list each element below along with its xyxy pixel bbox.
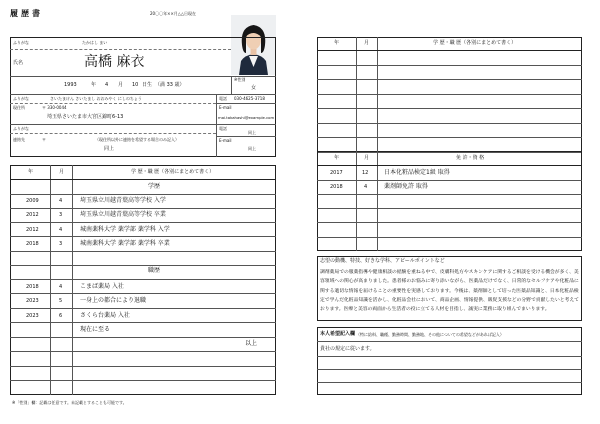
licenses-row-line xyxy=(317,237,582,238)
address-label: 現住所 xyxy=(13,105,25,110)
gender-divider xyxy=(231,76,232,94)
gender-value: 女 xyxy=(251,85,257,91)
licenses-row-line xyxy=(317,208,582,209)
motivation-text: 調剤薬局での服薬指導や健康相談の経験を重ねる中で、皮膚科処方やスキンケアに関するご相談を受ける機会が多く、美容領域への関心が高まりました。患者様のお悩みに寄り添いながら、医薬品だけでなく、日常的なセルフケアや化粧品に関する適切な情報を届けることの重要性を実感しております。今後は、薬剤師として培った医薬品知識と、日本化粧品検定で学んだ化粧品知識を活かし、化粧品会社において、商品企画、情報提供、販促支援などの分野で貢献したいと考えております。医療と美容の両面から生活者の役に立てる人材を目指し、誠実に業務に取り組んでまいります。 xyxy=(320,270,579,313)
requests-text: 貴社の規定に従います。 xyxy=(320,346,375,352)
education-heading: 学歴 xyxy=(148,183,161,190)
contact-note: （現住所以外に連絡を希望する場合のみ記入） xyxy=(95,137,179,142)
phone-label: 電話 xyxy=(219,96,227,101)
license-month: 4 xyxy=(364,184,368,190)
contact-phone-divider xyxy=(216,136,276,137)
licenses-month-divider xyxy=(377,151,378,251)
history-row-line xyxy=(10,222,276,223)
licenses-year-divider xyxy=(356,151,357,251)
contact-phone-label: 電話 xyxy=(219,126,227,131)
history-year-divider xyxy=(50,165,51,395)
history-row-line xyxy=(10,322,276,323)
work-month: 4 xyxy=(59,284,63,290)
right-history-row-line xyxy=(317,94,582,95)
work-month: 6 xyxy=(59,313,63,319)
furigana-divider xyxy=(10,49,231,50)
history-month-divider xyxy=(72,165,73,395)
licenses-row-line xyxy=(317,222,582,223)
history-col-year: 年 xyxy=(28,169,34,175)
history-end: 以上 xyxy=(245,340,258,347)
requests-header-divider xyxy=(317,341,582,342)
requests-row-line xyxy=(317,382,582,383)
work-year: 2023 xyxy=(26,298,39,304)
name-furigana: たかはし まい xyxy=(82,40,108,45)
birth-year: 1993 xyxy=(64,82,77,88)
license-year: 2017 xyxy=(330,170,343,176)
name-label: 氏名 xyxy=(13,60,24,66)
education-text: 城南薬科大学 薬学部 薬学科 入学 xyxy=(80,226,170,233)
education-year: 2018 xyxy=(26,241,39,247)
right-history-row-line xyxy=(317,79,582,80)
birth-year-unit: 年 xyxy=(91,82,97,88)
work-month: 5 xyxy=(59,298,63,304)
work-text: こまば薬局 入社 xyxy=(80,283,124,290)
contact-email-same: 同上 xyxy=(248,146,256,151)
right-history-row-line xyxy=(317,137,582,138)
right-history-col-content: 学 歴・職 歴（各別にまとめて書く） xyxy=(433,40,517,46)
license-year: 2018 xyxy=(330,184,343,190)
work-year: 2023 xyxy=(26,313,39,319)
education-year: 2012 xyxy=(26,227,39,233)
postal-code: 〒 330-0044 xyxy=(42,105,67,110)
history-header-divider xyxy=(10,179,276,180)
motivation-heading: 志望の動機、特技、好きな学科、アピールポイントなど xyxy=(320,258,445,264)
licenses-col-year: 年 xyxy=(334,155,340,161)
education-month: 4 xyxy=(59,227,63,233)
document-date: 20〇〇年××月△△日現在 xyxy=(150,11,196,16)
education-month: 4 xyxy=(59,198,63,204)
history-row-line xyxy=(10,265,276,266)
history-col-content: 学 歴・職 歴（各別にまとめて書く） xyxy=(131,169,215,175)
gender-label: ※性別 xyxy=(234,77,246,82)
work-year: 2018 xyxy=(26,284,39,290)
birth-day: 10 xyxy=(132,82,139,88)
address-furigana-divider xyxy=(10,103,216,104)
contact-phone-same: 同上 xyxy=(248,130,256,135)
contact-label: 連絡先 xyxy=(13,137,25,142)
licenses-col-month: 月 xyxy=(364,155,370,161)
applicant-name: 高橋 麻衣 xyxy=(84,54,145,70)
contact-same: 同上 xyxy=(104,146,115,152)
right-history-row-line xyxy=(317,65,582,66)
education-text: 城南薬科大学 薬学部 薬学科 卒業 xyxy=(80,240,170,247)
work-text: 一身上の都合により退職 xyxy=(80,297,147,304)
history-row-line xyxy=(10,308,276,309)
work-text: 現在に至る xyxy=(80,326,111,333)
history-row-line xyxy=(10,194,276,195)
history-row-line xyxy=(10,251,276,252)
page-title: 履歴書 xyxy=(10,8,43,18)
work-text: さくら台薬局 入社 xyxy=(80,312,130,319)
right-history-header-divider xyxy=(317,50,582,51)
email-address: mai.takahashi@example.com xyxy=(218,115,275,120)
birth-month-unit: 月 xyxy=(118,82,124,88)
history-col-month: 月 xyxy=(59,169,65,175)
address-furigana: さいたまけん さいたまし おおみやく にしのちょう xyxy=(50,96,142,101)
requests-heading: 本人希望記入欄 xyxy=(320,331,356,337)
contact-furigana-label: ふりがな xyxy=(13,126,29,131)
age: （満 33 歳） xyxy=(155,82,185,88)
right-history-col-month: 月 xyxy=(364,40,370,46)
right-history-row-line xyxy=(317,108,582,109)
address: 埼玉県さいたま市大宮区錦町6-13 xyxy=(47,114,124,120)
right-history-month-divider xyxy=(377,37,378,166)
name-furigana-label: ふりがな xyxy=(13,40,29,45)
history-row-line xyxy=(10,236,276,237)
education-month: 3 xyxy=(59,212,63,218)
right-history-row-line xyxy=(317,123,582,124)
licenses-col-content: 免 許・資 格 xyxy=(456,155,485,161)
requests-row-line xyxy=(317,356,582,357)
licenses-header-divider xyxy=(317,165,582,166)
phone-divider xyxy=(216,103,276,104)
phone-number: 030-4625-3718 xyxy=(234,96,265,101)
history-row-line xyxy=(10,351,276,352)
requests-row-line xyxy=(317,369,582,370)
history-row-line xyxy=(10,279,276,280)
license-text: 薬剤師免許 取得 xyxy=(384,183,428,190)
history-row-line xyxy=(10,337,276,338)
contact-email-label: E-mail xyxy=(219,138,232,143)
birth-divider xyxy=(10,94,276,95)
footnote: ※「性別」欄：記載は任意です。未記載とすることも可能です。 xyxy=(12,400,127,405)
right-history-col-year: 年 xyxy=(334,40,340,46)
email-label: E-mail xyxy=(219,105,232,110)
education-text: 埼玉県立川越青葉高等学校 入学 xyxy=(80,197,166,204)
address-divider xyxy=(10,124,276,125)
education-year: 2012 xyxy=(26,212,39,218)
licenses-row-line xyxy=(317,194,582,195)
education-text: 埼玉県立川越青葉高等学校 卒業 xyxy=(80,211,166,218)
right-history-year-divider xyxy=(356,37,357,166)
license-month: 12 xyxy=(362,170,369,176)
licenses-row-line xyxy=(317,180,582,181)
birth-month: 4 xyxy=(105,82,109,88)
education-year: 2009 xyxy=(26,198,39,204)
requests-note: （特に給料、職種、勤務時間、勤務地、その他についての希望などがあれば記入） xyxy=(356,332,504,337)
history-row-line xyxy=(10,208,276,209)
birth-day-unit: 日生 xyxy=(142,82,153,88)
education-month: 3 xyxy=(59,241,63,247)
address-furigana-label: ふりがな xyxy=(13,96,29,101)
history-row-line xyxy=(10,366,276,367)
contact-furigana-divider xyxy=(10,133,216,134)
contact-postal: 〒 xyxy=(42,137,46,142)
work-heading: 職歴 xyxy=(148,267,161,274)
license-text: 日本化粧品検定1級 取得 xyxy=(384,169,450,176)
history-row-line xyxy=(10,293,276,294)
requests-box xyxy=(317,327,582,395)
history-row-line xyxy=(10,380,276,381)
